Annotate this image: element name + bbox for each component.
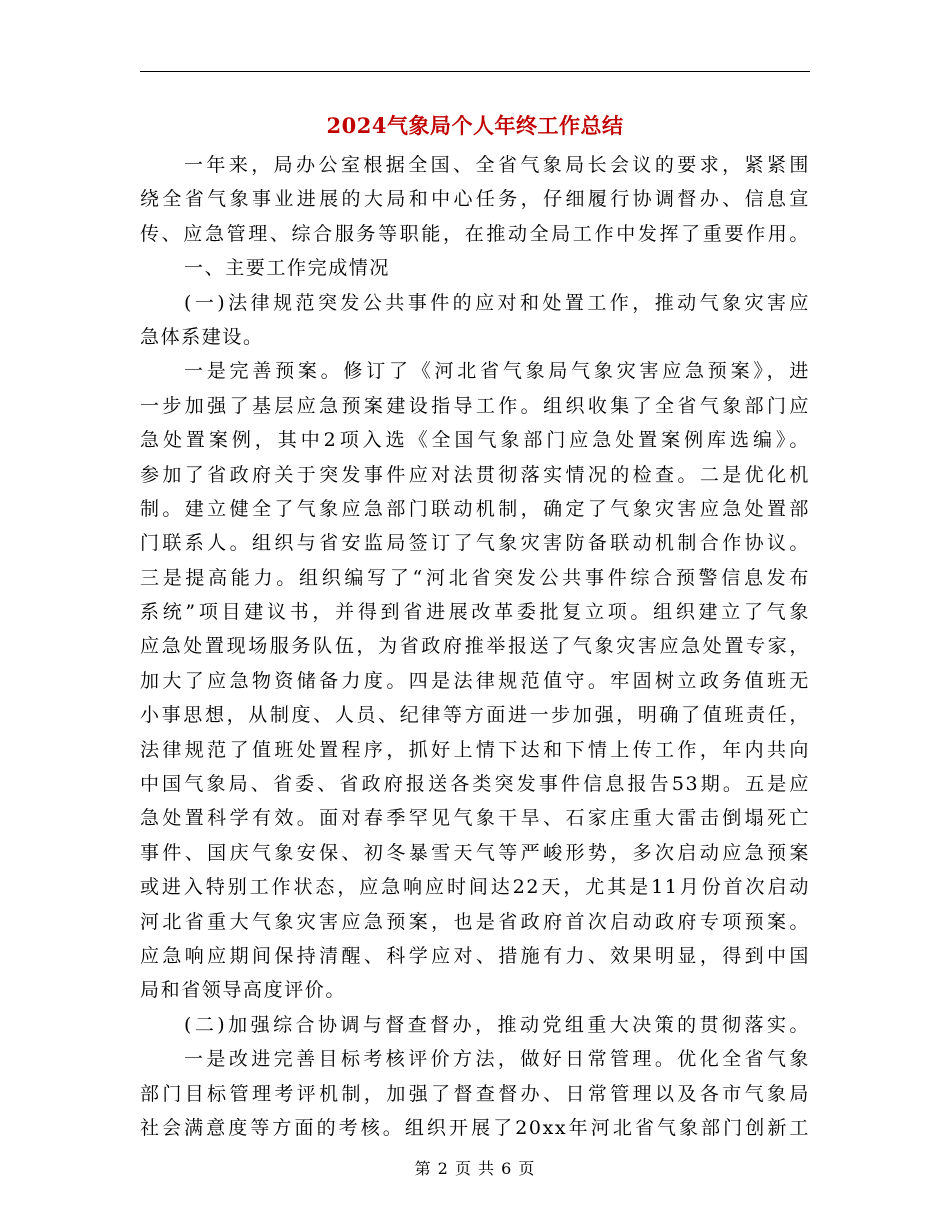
text-line: 急处置科学有效。面对春季罕见气象干旱、石家庄重大雷击倒塌死亡	[140, 807, 810, 830]
text-line: 小事思想，从制度、人员、纪律等方面进一步加强，明确了值班责任，	[140, 704, 810, 727]
text-line: (二)加强综合协调与督查督办，推动党组重大决策的贯彻落实。	[184, 1013, 810, 1036]
text-line: 一是改进完善目标考核评价方法，做好日常管理。优化全省气象	[184, 1048, 810, 1071]
page-number: 第 2 页 共 6 页	[414, 1159, 536, 1178]
text-line: 中国气象局、省委、省政府报送各类突发事件信息报告53期。五是应	[140, 773, 810, 796]
text-line: 河北省重大气象灾害应急预案，也是省政府首次启动政府专项预案。	[140, 910, 810, 933]
text-line: 事件、国庆气象安保、初冬暴雪天气等严峻形势，多次启动应急预案	[140, 841, 810, 864]
text-line: 急体系建设。	[140, 325, 264, 348]
text-line: 社会满意度等方面的考核。组织开展了20xx年河北省气象部门创新工	[140, 1116, 810, 1139]
header-rule	[140, 71, 810, 72]
text-line: 加大了应急物资储备力度。四是法律规范值守。牢固树立政务值班无	[140, 669, 810, 692]
text-line: 或进入特别工作状态，应急响应时间达22天，尤其是11月份首次启动	[140, 876, 810, 899]
text-line: (一)法律规范突发公共事件的应对和处置工作，推动气象灾害应	[184, 291, 810, 314]
text-line: 绕全省气象事业进展的大局和中心任务，仔细履行协调督办、信息宣	[140, 188, 810, 211]
text-line: 局和省领导高度评价。	[140, 979, 347, 1002]
text-line: 参加了省政府关于突发事件应对法贯彻落实情况的检查。二是优化机	[140, 463, 810, 486]
text-line: 一是完善预案。修订了《河北省气象局气象灾害应急预案》，进	[184, 360, 810, 383]
text-line: 应急响应期间保持清醒、科学应对、措施有力、效果明显，得到中国	[140, 944, 810, 967]
text-line: 传、应急管理、综合服务等职能，在推动全局工作中发挥了重要作用。	[140, 222, 810, 245]
text-line: 法律规范了值班处置程序，抓好上情下达和下情上传工作，年内共向	[140, 738, 810, 761]
text-line: 系统”项目建议书，并得到省进展改革委批复立项。组织建立了气象	[140, 601, 810, 624]
text-line: 门联系人。组织与省安监局签订了气象灾害防备联动机制合作协议。	[140, 532, 810, 555]
text-line: 制。建立健全了气象应急部门联动机制，确定了气象灾害应急处置部	[140, 497, 810, 520]
text-line: 应急处置现场服务队伍，为省政府推举报送了气象灾害应急处置专家，	[140, 635, 810, 658]
text-line: 一、主要工作完成情况	[184, 257, 391, 280]
document-title: 2024气象局个人年终工作总结	[326, 113, 624, 138]
text-line: 急处置案例，其中2项入选《全国气象部门应急处置案例库选编》。	[140, 429, 810, 452]
text-line: 一步加强了基层应急预案建设指导工作。组织收集了全省气象部门应	[140, 394, 810, 417]
text-line: 部门目标管理考评机制，加强了督查督办、日常管理以及各市气象局	[140, 1082, 810, 1105]
text-line: 三是提高能力。组织编写了“河北省突发公共事件综合预警信息发布	[140, 566, 810, 589]
document-body	[140, 148, 810, 1145]
text-line: 一年来，局办公室根据全国、全省气象局长会议的要求，紧紧围	[184, 154, 810, 176]
